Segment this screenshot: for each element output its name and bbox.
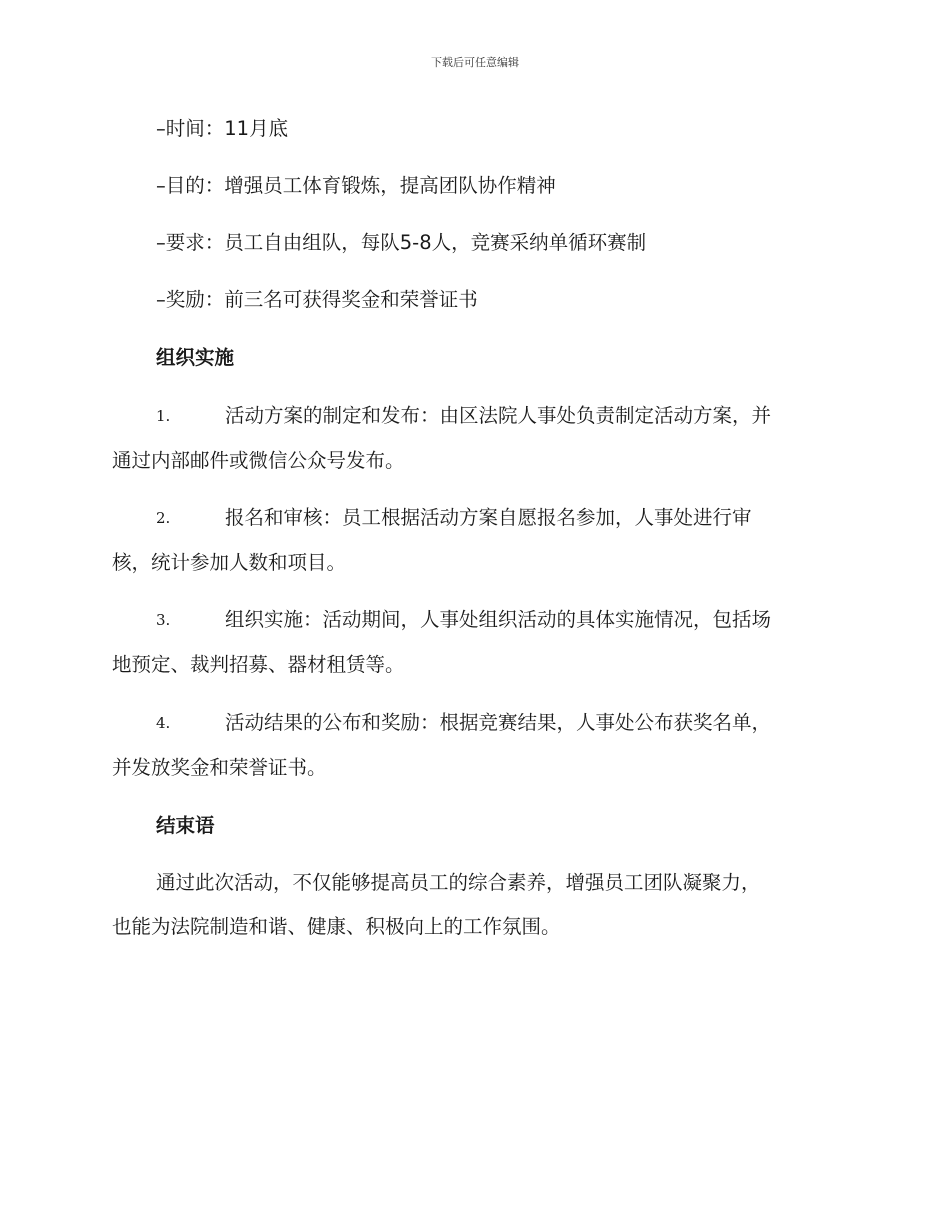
section-heading-implementation: 组织实施: [156, 346, 235, 369]
item-number: 1.: [156, 407, 171, 425]
item-number: 3.: [156, 611, 171, 629]
item-number: 2.: [156, 509, 171, 527]
item-text-line: 组织实施：活动期间，人事处组织活动的具体实施情况，包括场: [225, 608, 772, 631]
item-text-line: 活动结果的公布和奖励：根据竞赛结果，人事处公布获奖名单，: [225, 711, 772, 734]
conclusion-paragraph-continuation: 也能为法院制造和谐、健康、积极向上的工作氛围。: [112, 915, 561, 938]
item-text-continuation: 核，统计参加人数和项目。: [112, 551, 347, 574]
item-text-continuation: 通过内部邮件或微信公众号发布。: [112, 449, 405, 472]
item-text-continuation: 并发放奖金和荣誉证书。: [112, 756, 327, 779]
section-heading-conclusion: 结束语: [156, 814, 215, 837]
item-text-line: 报名和审核：员工根据活动方案自愿报名参加，人事处进行审: [225, 506, 752, 529]
bullet-time: –时间：11月底: [156, 117, 289, 140]
bullet-reward: –奖励：前三名可获得奖金和荣誉证书: [156, 288, 478, 311]
bullet-requirement: –要求：员工自由组队，每队5-8人，竞赛采纳单循环赛制: [156, 231, 647, 254]
conclusion-paragraph-line: 通过此次活动，不仅能够提高员工的综合素养，增强员工团队凝聚力，: [156, 871, 761, 894]
bullet-purpose: –目的：增强员工体育锻炼，提高团队协作精神: [156, 174, 556, 197]
item-text-line: 活动方案的制定和发布：由区法院人事处负责制定活动方案，并: [225, 404, 772, 427]
item-text-continuation: 地预定、裁判招募、器材租赁等。: [112, 653, 405, 676]
item-number: 4.: [156, 714, 171, 732]
page-header: 下载后可任意编辑: [431, 56, 519, 69]
